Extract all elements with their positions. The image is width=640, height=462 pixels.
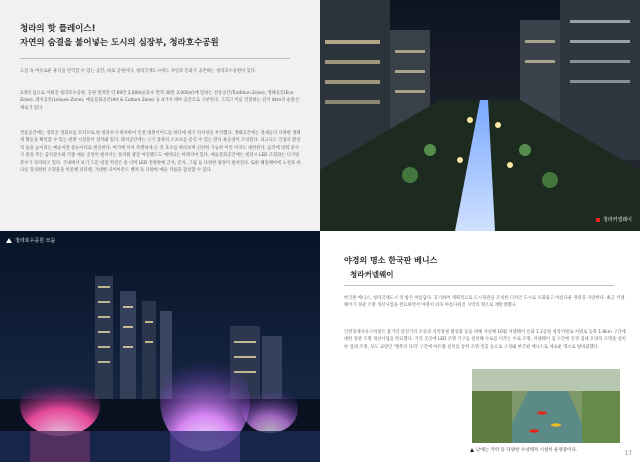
canal-way-subtitle: 청라커넬웨이 (350, 270, 394, 279)
canal-kayak-illustration (472, 369, 620, 443)
lake-park-paragraph-3: 전통공간에는 경복궁 경회루를 모티브로 한 청라루가 위치하여 인천 대원이어도를 바다에 세기 역사성을 부각했다. 생태공간에는 철새들의 다양한 생태계 활동을 확인할 수 있는 관찰 시설물이 설치돼 있다. 레저공간에는 구기 종목의 스포츠를 즐길 수 있는 잔디 운동장이 조성된다. 피크닉도 인접의 환상적 숲을 높이려는 예술이란 물놀이터로 변신한다. 여기에 이처 특별하게 돈 것 호수를 바라보며 선선히 가능한 어린 비지도 대한된다. 음악에 맞춰 분수가 춤을 추는 음악분수와 각종 예술 공연이 펼쳐지는 플라워 광장 아일랜드도 예비되는 아래지마 있다. 예술문화공간에는 필러시 LED 조형화는 디지털 분수가 자리하고 있다. 국내에서 보기 드문 대형 벽천은 물 너머 LED 전광판에 글자, 문자, 그림 등 다양한 광경이 펼쳐진다. 또한 해질해마에 노천과 바다를 형성하한 조형물을 비롯해 피라맨, 거대한 다이아몬드 밴치 등 다양한 예술 작품을 감상할 수 있다. (20, 131, 301, 174)
lake-park-paragraph-2: 3개의 섬으로 이뤄진 청라호수공원. 공원 면적만 약 69만 3,000㎡(호수 면적 36만 3,000㎡)에 달하는 전통공간(Tradition Zone), 생태공간(Eco Zone), 레저공간(Leisure Zone), 예술문화공간(Art & Culture Zone) 등 4가지 테마 공간으로 구분된다. 그리고 이를 연결하는 길이 4km의 순환산책로가 있다. (20, 91, 300, 111)
lake-park-heading-line1: 청라의 핫 플레이스! (20, 24, 96, 34)
canal-way-text-page (320, 231, 640, 462)
canal-way-paragraph-2: 인천경제자유구역청은 불거리·즐길거리 조성과 지역상권 활성화 등을 위해 지난해 10월 커넬웨이 문화 1.2공원 청라커넬로-커넬로 동북 1.8km 구간에 대한 경관 조명 개선사업을 완료했다. 거리 곳곳에 LED 조명 기구를 설치해 수로를 비추는 수로 조명, 커넬웨이 섬 구간에 인경 업대 모양의 조명을 설치한 업대 조명, 보도 교량인 '행복의 다리' 구간에 아트월 설치를 통한 조명 연출 등으로 구성돼 한국판 베니스로 새로운 명소로 탈바꿈했다. (344, 330, 626, 350)
lake-park-paragraph-1: 도심 속 여유로운 휴식을 만끽할 수 있는 공간, 바로 공원이다. 청라국제도시에도 자연과 문화가 공존하는 청라호수공원이 있다. (20, 69, 257, 74)
canal-way-title: 야경의 명소 한국판 베니스 (344, 256, 438, 265)
canal-way-paragraph-1: 한국판 베니스, 청라국제도시 의 밤은 아름답다. 호기하여 계획적으로 도시경관을 조성한 디자인 도시로 조화롭고 아름다운 경관을 자랑한다. 최근 커넬웨이가 경관 조명 개선사업을 완료하면서 야경이 더욱 아름다워진 지역의 명소로 재탄생했다. (344, 296, 625, 309)
lake-park-fountain-photo (0, 231, 320, 462)
fountain-photo-caption (6, 237, 55, 244)
lake-park-text-page (0, 0, 320, 231)
kayak-caption-text: 낮에는 카약 등 다양한 수상레저 시설이 운영중이다. (476, 448, 578, 453)
caption-marker-icon (596, 218, 600, 222)
fountain-caption-text: 청라호수공원 모습 (15, 238, 56, 244)
heading-divider (20, 58, 290, 59)
canal-way-night-illustration (320, 0, 640, 231)
caption-triangle-icon (6, 238, 12, 243)
lake-park-fountain-illustration (0, 231, 320, 462)
lake-park-heading-line2: 자연의 숨결을 불어넣는 도시의 심장부, 청라호수공원 (20, 38, 219, 48)
caption-triangle-icon (470, 448, 474, 452)
lake-park-heading (20, 22, 240, 50)
kayak-photo-caption (470, 447, 577, 453)
page-number: 17 (624, 450, 632, 457)
canal-way-photo-caption (596, 216, 632, 223)
canal-way-caption-text: 청라커넬웨이 (603, 217, 632, 223)
canal-kayak-photo (472, 369, 620, 443)
title-divider (344, 285, 614, 286)
canal-way-night-photo (320, 0, 640, 231)
